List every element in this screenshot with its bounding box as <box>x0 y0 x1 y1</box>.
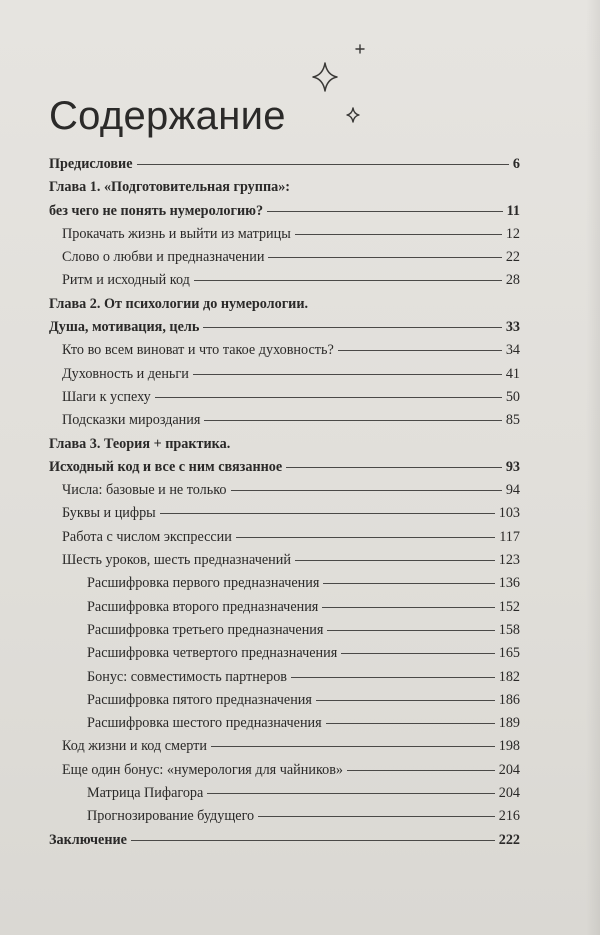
toc-page-number: 41 <box>505 365 520 382</box>
toc-leader-line <box>258 816 495 817</box>
toc-page-number: 165 <box>498 645 520 662</box>
toc-leader-line <box>236 537 495 538</box>
toc-entry <box>49 552 520 575</box>
toc-entry-line <box>49 296 520 319</box>
toc-page-number: 189 <box>498 715 520 732</box>
toc-page-number: 216 <box>498 808 520 825</box>
toc-entry <box>49 203 520 226</box>
toc-entry-line <box>49 179 520 202</box>
toc-entry <box>49 482 520 505</box>
toc-page-number: 34 <box>505 342 520 359</box>
toc-entry <box>49 389 520 412</box>
toc-leader-line <box>295 234 502 235</box>
toc-entry <box>49 249 520 272</box>
toc-entry <box>49 599 520 622</box>
table-of-contents <box>49 156 520 855</box>
toc-leader-line <box>268 257 501 258</box>
toc-leader-line <box>155 397 502 398</box>
toc-leader-line <box>322 607 494 608</box>
toc-page-number: 33 <box>505 319 520 336</box>
toc-entry-title: Еще один бонус: «нумерология для чайников» <box>62 761 344 778</box>
toc-leader-line <box>286 467 502 468</box>
toc-page-number: 136 <box>498 575 520 592</box>
toc-leader-line <box>204 420 501 421</box>
toc-leader-line <box>295 560 495 561</box>
toc-page-number: 94 <box>505 482 520 499</box>
toc-entry <box>49 645 520 668</box>
toc-leader-line <box>316 700 495 701</box>
toc-entry-title: Расшифровка четвертого предназначения <box>87 645 338 662</box>
toc-page-number: 28 <box>505 272 520 289</box>
toc-page-number: 158 <box>498 621 520 638</box>
toc-entry <box>49 785 520 808</box>
toc-page-number: 103 <box>498 505 520 522</box>
toc-leader-line <box>341 653 494 654</box>
toc-entry-title: Кто во всем виноват и что такое духовность? <box>62 342 334 359</box>
toc-entry-title: Исходный код и все с ним связанное <box>49 458 283 475</box>
toc-entry-title: Шесть уроков, шесть предназначений <box>62 552 291 569</box>
toc-entry-title: Ритм и исходный код <box>62 272 190 289</box>
toc-entry <box>49 669 520 692</box>
toc-entry-title: Расшифровка первого предназначения <box>87 575 320 592</box>
toc-leader-line <box>193 374 502 375</box>
toc-entry-title: Шаги к успеху <box>62 388 151 405</box>
toc-leader-line <box>137 164 509 165</box>
toc-entry <box>49 342 520 365</box>
toc-entry-line <box>49 436 520 459</box>
toc-page-number: 222 <box>498 831 520 848</box>
toc-entry-title: Предисловие <box>49 156 133 172</box>
toc-entry-title: Глава 2. От психологии до нумерологии. <box>49 295 309 312</box>
toc-leader-line <box>211 746 495 747</box>
toc-entry-title: Работа с числом экспрессии <box>62 528 232 545</box>
toc-entry-title: Духовность и деньги <box>62 365 189 382</box>
toc-page-number: 182 <box>498 668 520 685</box>
toc-entry-title: Расшифровка шестого предназначения <box>87 715 322 732</box>
toc-page-number: 204 <box>498 761 520 778</box>
toc-entry-title: Подсказки мироздания <box>62 412 201 429</box>
toc-page-number: 22 <box>505 249 520 266</box>
toc-page-number: 123 <box>498 552 520 569</box>
sparkle-small-icon <box>347 108 359 122</box>
toc-page-number: 198 <box>498 738 520 755</box>
toc-entry-title: Бонус: совместимость партнеров <box>87 668 287 685</box>
toc-entry-title: Слово о любви и предназначении <box>62 249 265 266</box>
toc-entry <box>49 505 520 528</box>
toc-entry <box>49 412 520 435</box>
toc-page-number: 93 <box>505 458 520 475</box>
toc-entry-title: Прогнозирование будущего <box>87 808 255 825</box>
toc-entry-title: Прокачать жизнь и выйти из матрицы <box>62 225 291 242</box>
toc-entry <box>49 156 520 179</box>
toc-leader-line <box>291 677 495 678</box>
toc-entry-title: Код жизни и код смерти <box>62 738 207 755</box>
toc-leader-line <box>194 280 502 281</box>
toc-entry-title: Матрица Пифагора <box>87 785 204 802</box>
toc-entry <box>49 226 520 249</box>
toc-entry <box>49 738 520 761</box>
toc-entry-title: Числа: базовые и не только <box>62 482 227 499</box>
toc-leader-line <box>131 840 495 841</box>
toc-leader-line <box>203 327 501 328</box>
toc-leader-line <box>338 350 502 351</box>
toc-page-number: 50 <box>505 388 520 405</box>
toc-entry <box>49 762 520 785</box>
toc-entry <box>49 692 520 715</box>
toc-entry-title: Глава 1. «Подготовительная группа»: <box>49 179 291 196</box>
toc-leader-line <box>326 723 495 724</box>
toc-leader-line <box>327 630 494 631</box>
toc-entry-title: без чего не понять нумерологию? <box>49 202 264 219</box>
toc-entry <box>49 715 520 738</box>
toc-entry <box>49 319 520 342</box>
toc-entry-title: Расшифровка второго предназначения <box>87 598 319 615</box>
toc-page-number: 204 <box>498 785 520 802</box>
sparkle-large-icon <box>313 63 337 91</box>
toc-entry-title: Расшифровка третьего предназначения <box>87 621 324 638</box>
toc-entry-title: Заключение <box>49 831 127 848</box>
page-shadow <box>586 0 600 935</box>
toc-entry <box>49 529 520 552</box>
toc-page-number: 85 <box>505 412 520 429</box>
toc-leader-line <box>160 513 495 514</box>
toc-entry-title: Буквы и цифры <box>62 505 156 522</box>
toc-page-number: 186 <box>498 691 520 708</box>
toc-entry <box>49 808 520 831</box>
toc-page-number: 6 <box>512 156 520 172</box>
toc-entry-title: Глава 3. Теория + практика. <box>49 435 231 452</box>
toc-entry <box>49 459 520 482</box>
toc-entry <box>49 575 520 598</box>
toc-page-number: 12 <box>505 225 520 242</box>
page-title: Содержание <box>49 94 286 138</box>
toc-entry <box>49 832 520 855</box>
toc-leader-line <box>323 583 494 584</box>
toc-entry <box>49 272 520 295</box>
toc-entry <box>49 366 520 389</box>
toc-entry-title: Расшифровка пятого предназначения <box>87 691 312 708</box>
toc-entry-title: Душа, мотивация, цель <box>49 319 200 336</box>
toc-leader-line <box>347 770 495 771</box>
toc-entry <box>49 622 520 645</box>
toc-leader-line <box>207 793 494 794</box>
toc-page-number: 11 <box>506 202 520 219</box>
plus-star-icon <box>356 45 364 53</box>
toc-leader-line <box>267 211 503 212</box>
toc-leader-line <box>231 490 502 491</box>
toc-page-number: 117 <box>499 528 520 545</box>
toc-page-number: 152 <box>498 598 520 615</box>
